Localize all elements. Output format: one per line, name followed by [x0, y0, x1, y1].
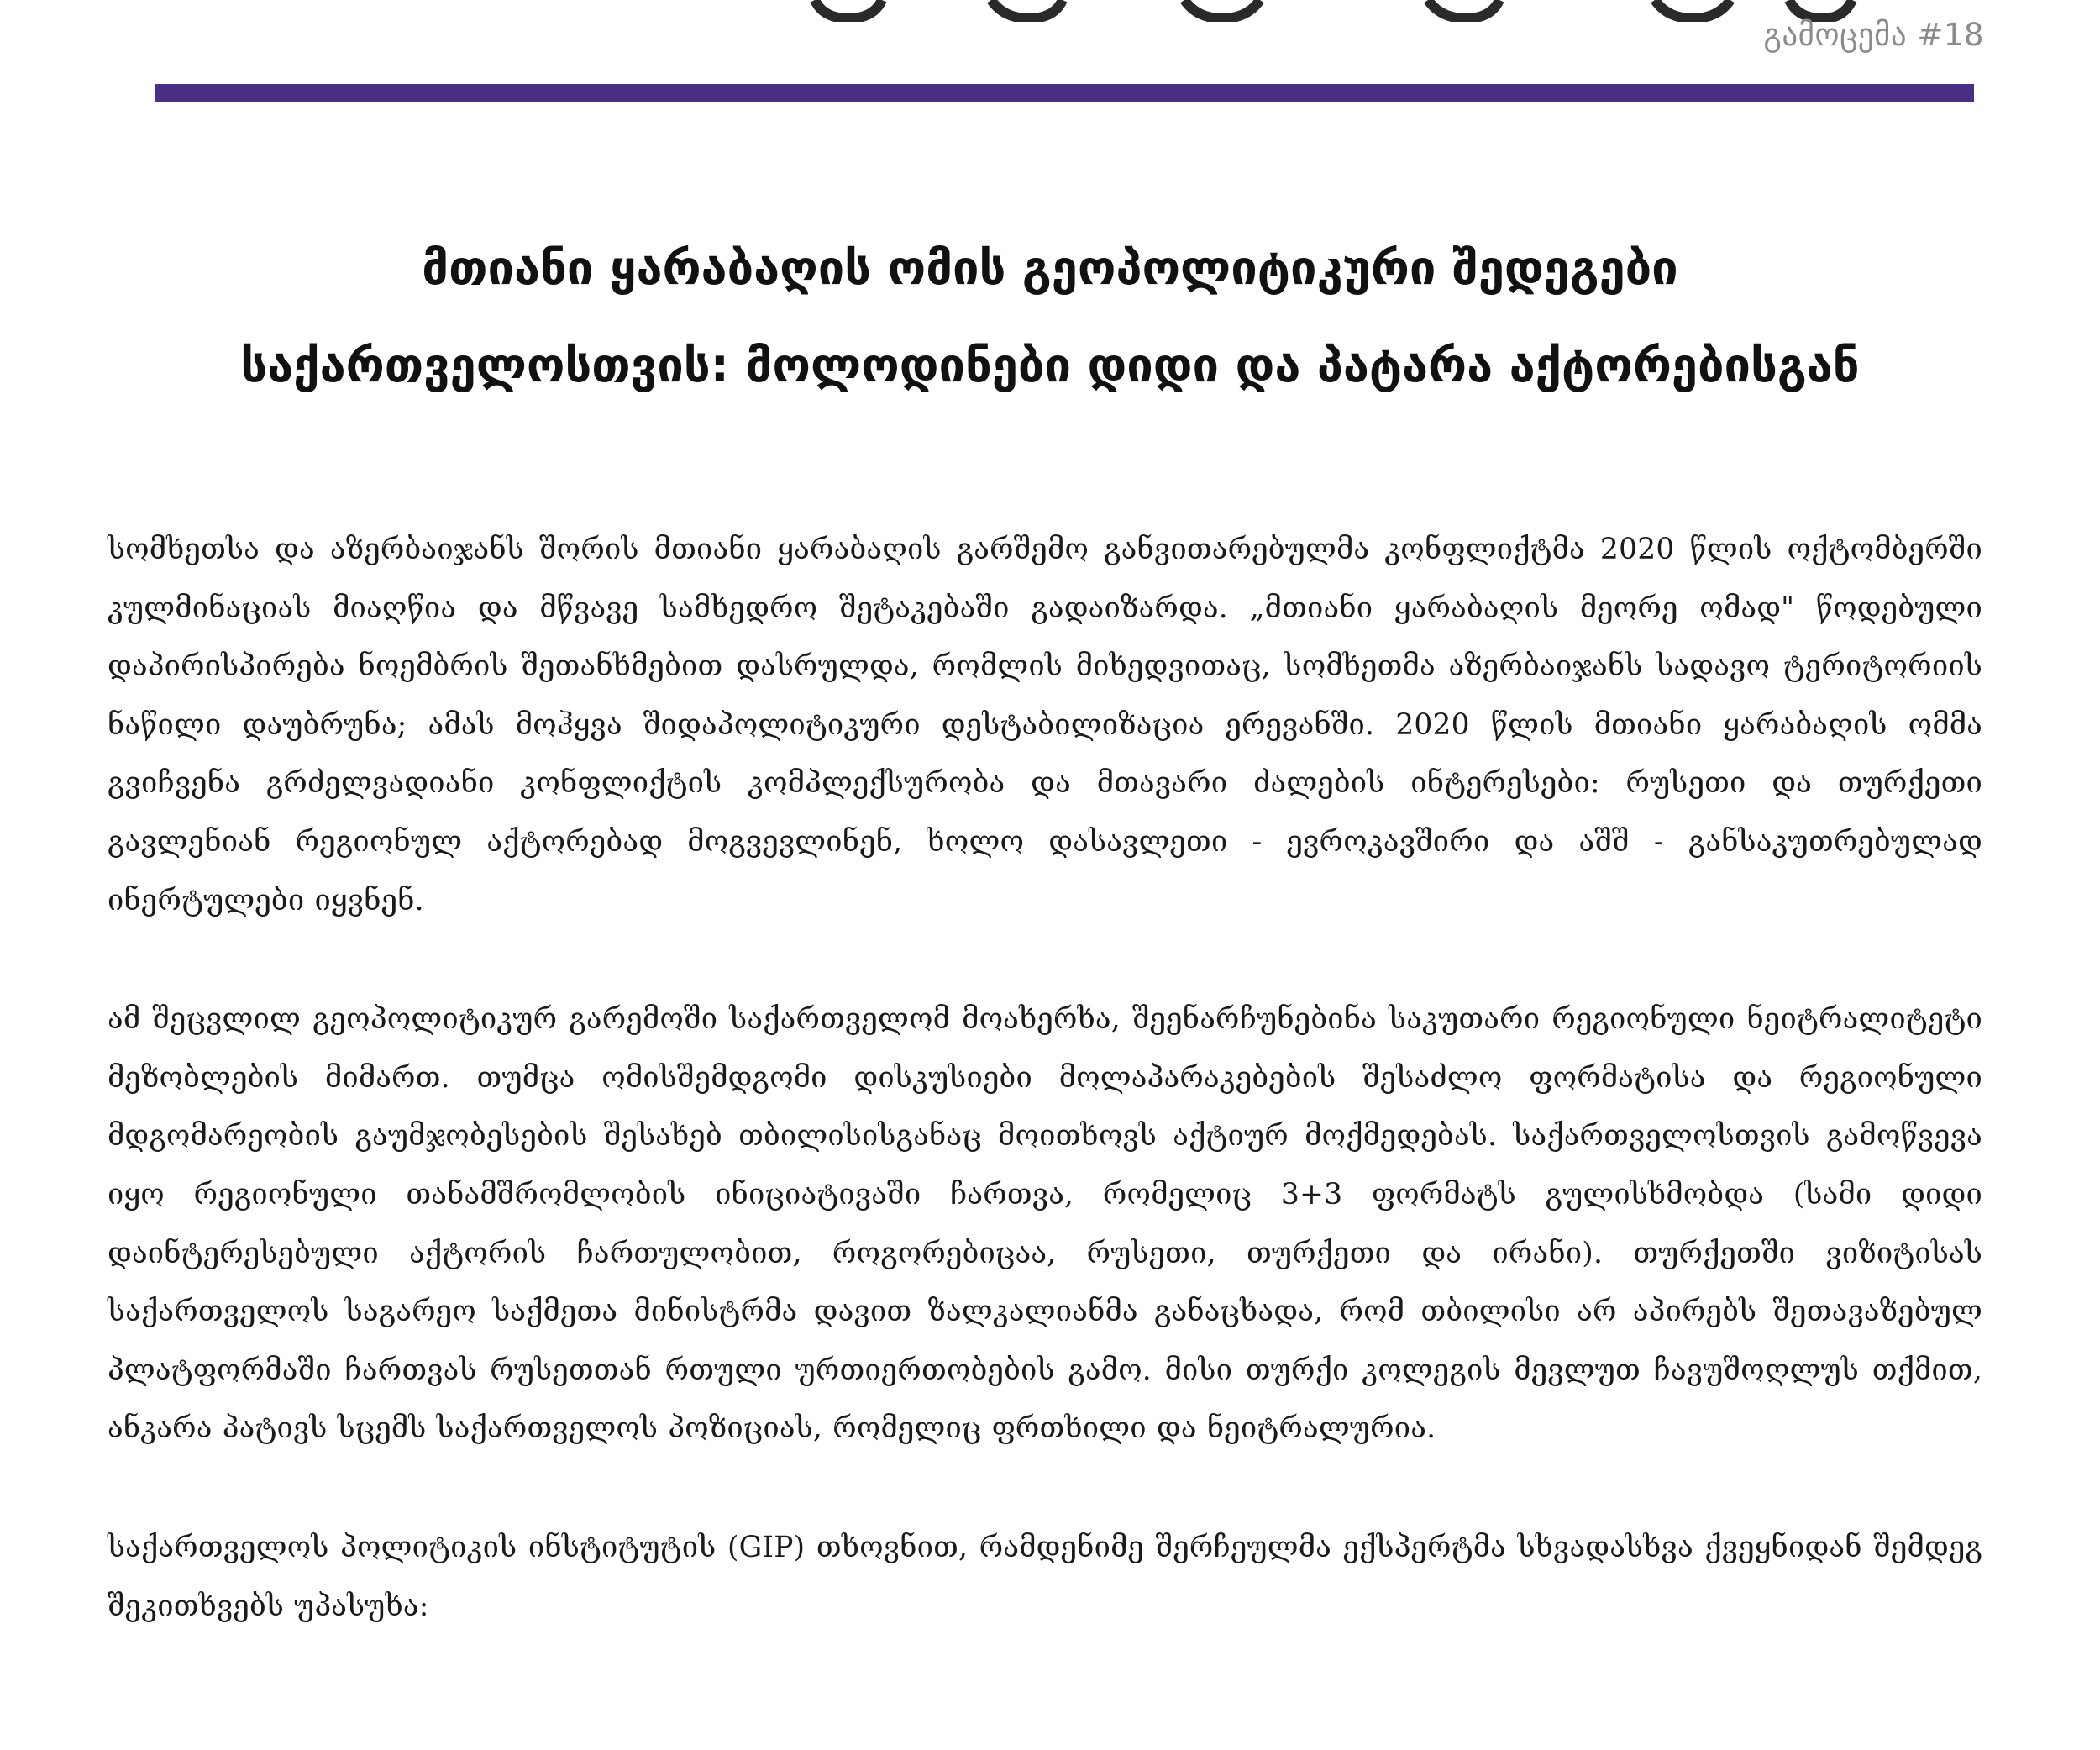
- article-title: [101, 220, 1999, 415]
- article-title-line-1: მთიანი ყარაბაღის ომის გეოპოლიტიკური შედეგები: [422, 241, 1678, 296]
- paragraph-3: საქართველოს პოლიტიკის ინსტიტუტის (GIP) თხოვნით, რამდენიმე შერჩეულმა ექსპერტმა სხვადასხვა ქვეყნიდან შემდეგ შეკითხვებს უპასუხა:: [108, 1530, 1982, 1623]
- article-title-line-2: საქართველოსთვის: მოლოდინები დიდი და პატარა აქტორებისგან: [240, 339, 1860, 393]
- paragraph-2: ამ შეცვლილ გეოპოლიტიკურ გარემოში საქართველომ მოახერხა, შეენარჩუნებინა საკუთარი რეგიონული ნეიტრალიტეტი მეზობლების მიმართ. თუმცა ომისშემდგომი დისკუსიები მოლაპარაკებების შესაძლო ფორმატისა და რეგიონული მდგომარეობის გაუმჯობესების შესახებ თბილისისგანაც მოითხოვს აქტიურ მოქმედებას. საქართველოსთვის გამოწვევა იყო რეგიონული თანამშრომლობის ინიციატივაში ჩართვა, რომელიც 3+3 ფორმატს გულისხმობდა (სამი დიდი დაინტერესებული აქტორის ჩართულობით, როგორებიცაა, რუსეთი, თურქეთი და ირანი). თურქეთში ვიზიტისას საქართველოს საგარეო საქმეთა მინისტრმა დავით ზალკალიანმა განაცხადა, რომ თბილისი არ აპირებს შეთავაზებულ პლატფორმაში ჩართვას რუსეთთან რთული ურთიერთობების გამო. მისი თურქი კოლეგის მევლუთ ჩავუშოღლუს თქმით, ანკარა პატივს სცემს საქართველოს პოზიციას, რომელიც ფრთხილი და ნეიტრალურია.: [108, 1002, 1982, 1446]
- article-body: [108, 521, 1982, 1636]
- paragraph-1: სომხეთსა და აზერბაიჯანს შორის მთიანი ყარაბაღის გარშემო განვითარებულმა კონფლიქტმა 2020 წლის ოქტომბერში კულმინაციას მიაღწია და მწვავე სამხედრო შეტაკებაში გადაიზარდა. „მთიანი ყარაბაღის მეორე ომად" წოდებული დაპირისპირება ნოემბრის შეთანხმებით დასრულდა, რომლის მიხედვითაც, სომხეთმა აზერბაიჯანს სადავო ტერიტორიის ნაწილი დაუბრუნა; ამას მოჰყვა შიდაპოლიტიკური დესტაბილიზაცია ერევანში. 2020 წლის მთიანი ყარაბაღის ომმა გვიჩვენა გრძელვადიანი კონფლიქტის კომპლექსურობა და მთავარი ძალების ინტერესები: რუსეთი და თურქეთი გავლენიან რეგიონულ აქტორებად მოგვევლინენ, ხოლო დასავლეთი - ევროკავშირი და აშშ - განსაკუთრებულად ინერტულები იყვნენ.: [108, 533, 1982, 917]
- header-divider: [155, 84, 1974, 102]
- masthead-logo-fragment: [151, 0, 1982, 22]
- issue-number: გამოცემა #18: [1763, 17, 1984, 53]
